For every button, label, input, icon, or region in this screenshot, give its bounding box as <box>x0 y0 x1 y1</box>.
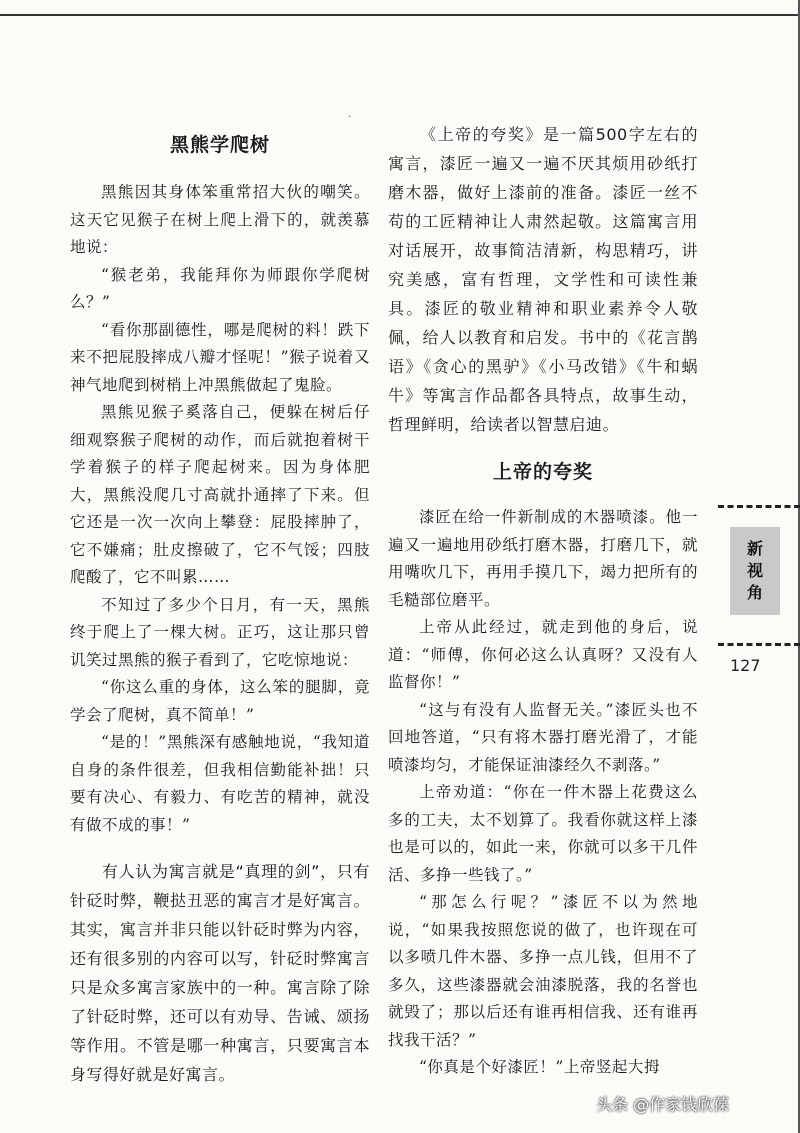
page-number: 127 <box>730 656 761 675</box>
paragraph: “这与有没有人监督无关。”漆匠头也不回地答道，“只有将木器打磨光滑了，才能喷漆均匀，才能保证油漆经久不剥落。” <box>388 700 698 774</box>
center-mark: · <box>348 112 352 123</box>
commentary-right: 《上帝的夸奖》是一篇500字左右的寓言，漆匠一遍又一遍不厌其烦用砂纸打磨木器，做好上漆前的准备。漆匠一丝不苟的工匠精神让人肃然起敬。这篇寓言用对话展开，故事简洁清新，构思精巧，讲究美感，富有哲理，文学性和可读性兼具。漆匠的敬业精神和职业素养令人敬佩，给人以教育和启发。书中的《花言鹊语》《贪心的黑驴》《小马改错》《牛和蜗牛》等寓言作品都各具特点，故事生动，哲理鲜明，给读者以智慧启迪。 <box>388 125 698 434</box>
paragraph: “你这么重的身体，这么笨的腿脚，竟学会了爬树，真不简单！” <box>70 678 370 724</box>
spacer <box>70 839 370 857</box>
right-column <box>388 120 698 1082</box>
section-tab <box>730 527 780 615</box>
story-title-right: 上帝的夸奖 <box>492 461 593 483</box>
section-tab-char: 新 <box>746 539 763 558</box>
story-body-left <box>70 179 370 839</box>
paragraph: “看你那副德性，哪是爬树的料！跌下来不把屁股摔成八瓣才怪呢！”猴子说着又神气地爬到树梢上冲黑熊做起了鬼脸。 <box>70 320 370 394</box>
paragraph: 黑熊因其身体笨重常招大伙的嘲笑。这天它见猴子在树上爬上滑下的，就羡慕地说： <box>70 183 370 256</box>
commentary-left: 有人认为寓言就是“真理的剑”，只有针砭时弊，鞭挞丑恶的寓言才是好寓言。其实，寓言并非只能以针砭时弊为内容，还有很多别的内容可以写，针砭时弊寓言只是众多寓言家族中的一种。寓言除了除了针砭时弊，还可以有劝导、告诫、颂扬等作用。不管是哪一种寓言，只要寓言本身写得好就是好寓言。 <box>70 862 370 1084</box>
paragraph: “那怎么行呢？”漆匠不以为然地说，“如果我按照您说的做了，也许现在可以多喷几件木器、多挣一点儿钱，但用不了多久，这些漆器就会油漆脱落，我的名誉也就毁了；那以后还有谁再相信我、还有谁再找我干活？” <box>388 893 698 1049</box>
paragraph: 黑熊见猴子奚落自己，便躲在树后仔细观察猴子爬树的动作，而后就抱着树干学着猴子的样子爬起树来。因为身体肥大，黑熊没爬几寸高就扑通摔了下来。但它还是一次一次向上攀登：屁股摔肿了，它不嫌痛；肚皮擦破了，它不气馁；四肢爬酸了，它不叫累…… <box>70 403 370 586</box>
dashed-rule-top <box>718 505 800 508</box>
watermark: 头条 @作家钱欣葆 <box>596 1095 730 1114</box>
paragraph: “是的！”黑熊深有感触地说，“我知道自身的条件很差，但我相信勤能补拙！只要有决心、有毅力、有吃苦的精神，就没有做不成的事！” <box>70 733 370 834</box>
paragraph: 上帝从此经过，就走到他的身后，说道：“师傅，你何必这么认真呀？又没有人监督你！” <box>388 618 698 691</box>
story-body-right <box>388 504 698 1082</box>
paragraph: 上帝劝道：“你在一件木器上花费这么多的工夫，太不划算了。我看你就这样上漆也是可以的，如此一来，你就可以多干几件活、多挣一些钱了。” <box>388 783 698 884</box>
paragraph: 漆匠在给一件新制成的木器喷漆。他一遍又一遍地用砂纸打磨木器，打磨几下，就用嘴吹几下，再用手摸几下，竭力把所有的毛糙部位磨平。 <box>388 508 698 609</box>
paragraph: “猴老弟，我能拜你为师跟你学爬树么？” <box>70 265 370 311</box>
section-tab-char: 角 <box>746 583 763 602</box>
left-column <box>70 120 370 1089</box>
paragraph: “你真是个好漆匠！”上帝竖起大拇 <box>419 1058 660 1076</box>
story-title-left: 黑熊学爬树 <box>169 134 270 156</box>
section-tab-char: 视 <box>746 561 763 580</box>
top-rule <box>0 14 798 16</box>
paragraph: 不知过了多少个日月，有一天，黑熊终于爬上了一棵大树。正巧，这让那只曾讥笑过黑熊的猴子看到了，它吃惊地说： <box>70 595 370 669</box>
dashed-rule-bottom <box>718 643 800 646</box>
